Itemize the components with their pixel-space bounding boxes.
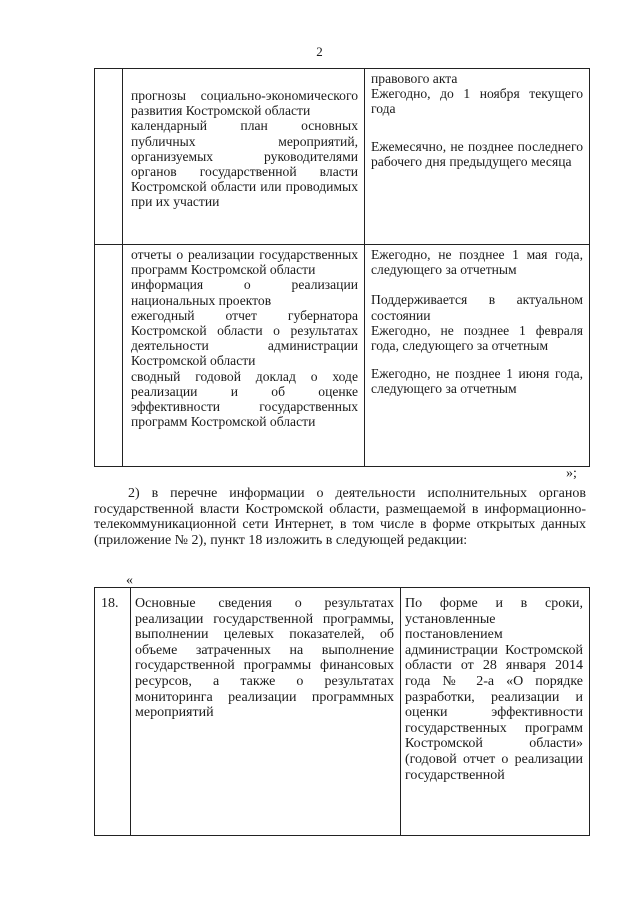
list-item: прогнозы социально-экономического развития Костромской области (131, 88, 358, 119)
list-item: сводный годовой доклад о ходе реализации и об оценке эффективности государственных программ Костромской области (131, 368, 358, 430)
list-item: календарный план основных публичных мероприятий, организуемых руководителями органов государственной власти Костромской области или проводимых при их участии (131, 118, 358, 210)
list-item: Ежегодно, до 1 ноября текущего года (371, 86, 583, 117)
opening-quote: « (126, 573, 133, 588)
item-description: Основные сведения о результатах реализации государственной программы, выполнении целевых показателей, об объеме затраченных на выполнение государственной программы финансовых ресурсов, а также о результатах мониторинга реализации программных мероприятий (135, 596, 394, 721)
description-cell (131, 588, 401, 836)
deadline-cell (365, 69, 590, 245)
list-item: отчеты о реализации государственных программ Костромской области (131, 247, 358, 278)
number-cell (95, 69, 123, 245)
item-deadline: По форме и в сроки, установленные постановлением администрации Костромской области от 28 января 2014 года № 2-а «О порядке разработки, реализации и оценки эффективности государственных программ Костромской области» (годовой отчет о реализации государственной (405, 596, 583, 783)
description-cell (123, 69, 365, 245)
page-number: 2 (316, 44, 323, 59)
list-item: Ежегодно, не позднее 1 февраля года, следующего за отчетным (371, 322, 583, 354)
table-row (95, 245, 590, 467)
list-item: правового акта (371, 71, 458, 86)
list-item: ежегодный отчет губернатора Костромской области о результатах деятельности администрации Костромской области (131, 307, 358, 369)
description-cell (123, 245, 365, 467)
number-cell (95, 588, 131, 836)
closing-quote: »; (566, 466, 577, 481)
list-item: Ежемесячно, не позднее последнего рабочего дня предыдущего месяца (371, 138, 583, 169)
list-item: Ежегодно, не позднее 1 июня года, следующего за отчетным (371, 366, 583, 397)
number-cell (95, 245, 123, 467)
table-row (95, 69, 590, 245)
continued-table (94, 68, 590, 467)
table-row (95, 588, 590, 836)
list-item: Поддерживается в актуальном состоянии (371, 292, 583, 323)
list-item: информация о реализации национальных проектов (131, 277, 358, 308)
list-item: Ежегодно, не позднее 1 мая года, следующего за отчетным (371, 247, 583, 278)
amendment-table (94, 587, 590, 836)
deadline-cell (365, 245, 590, 467)
amendment-paragraph: 2) в перечне информации о деятельности исполнительных органов государственной власти Костромской области, размещаемой в информационно-телекоммуникационной сети Интернет, в том числе в форме открытых данных (приложение № 2), пункт 18 изложить в следующей редакции: (94, 486, 586, 548)
deadline-cell (401, 588, 590, 836)
item-number: 18. (101, 596, 119, 611)
